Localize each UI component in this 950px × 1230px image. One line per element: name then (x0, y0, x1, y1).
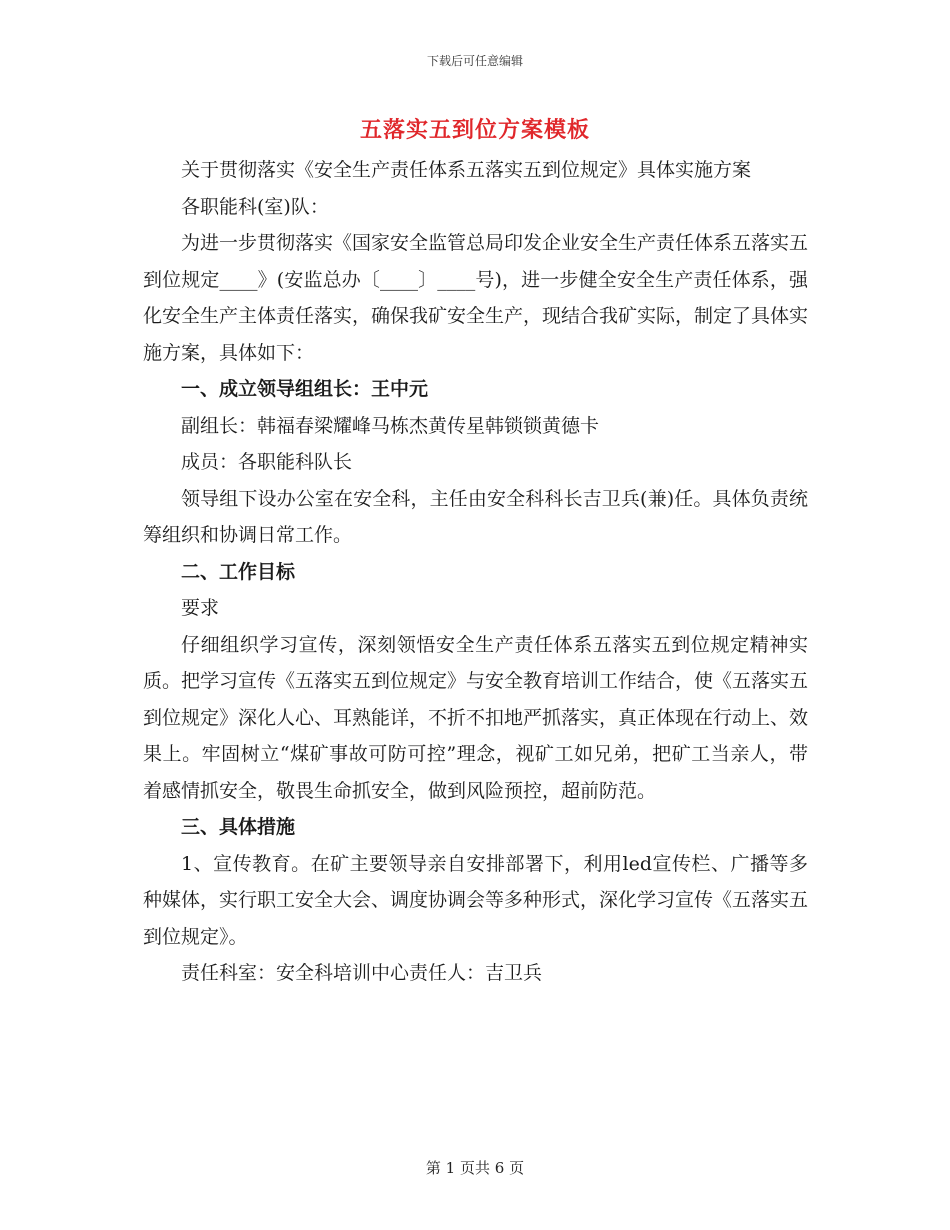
header-note: 下载后可任意编辑 (426, 54, 523, 68)
requirements-label: 要求 (181, 597, 220, 619)
members-paragraph: 成员：各职能科队长 (181, 451, 353, 473)
salutation-paragraph: 各职能科(室)队： (181, 195, 329, 218)
section-heading-1: 一、成立领导组组长：王中元 (181, 378, 429, 400)
deputy-leaders-paragraph: 副组长：韩福春梁耀峰马栋杰黄传星韩锁锁黄德卡 (181, 414, 600, 437)
section-heading-2: 二、工作目标 (181, 560, 296, 583)
intro-paragraph: 为进一步贯彻落实《国家安全监管总局印发企业安全生产责任体系五落实五到位规定____》(安监总办〔____〕____号)，进一步健全安全生产责任体系，强化安全生产主体责任落实，确保我矿安全生产，现结合我矿实际，制定了具体实施方案，具体如下： (143, 232, 809, 364)
goals-paragraph: 仔细组织学习宣传，深刻领悟安全生产责任体系五落实五到位规定精神实质。把学习宣传《五落实五到位规定》与安全教育培训工作结合，使《五落实五到位规定》深化人心、耳熟能详，不折不扣地严抓落实，真正体现在行动上、效果上。牢固树立“煤矿事故可防可控”理念，视矿工如兄弟，把矿工当亲人，带着感情抓安全，敬畏生命抓安全，做到风险预控，超前防范。 (143, 633, 809, 802)
responsibility-paragraph: 责任科室：安全科培训中心责任人：吉卫兵 (181, 962, 543, 984)
office-paragraph: 领导组下设办公室在安全科，主任由安全科科长吉卫兵(兼)任。具体负责统筹组织和协调日常工作。 (143, 487, 808, 546)
section-heading-3: 三、具体措施 (181, 816, 296, 838)
document-title: 五落实五到位方案模板 (359, 117, 590, 143)
measure-1-paragraph: 1、宣传教育。在矿主要领导亲自安排部署下，利用led宣传栏、广播等多种媒体，实行职工安全大会、调度协调会等多种形式，深化学习宣传《五落实五到位规定》。 (143, 852, 809, 948)
page-footer: 第 1 页共 6 页 (425, 1159, 525, 1177)
document-body (143, 152, 808, 992)
subtitle-paragraph: 关于贯彻落实《安全生产责任体系五落实五到位规定》具体实施方案 (181, 159, 752, 181)
